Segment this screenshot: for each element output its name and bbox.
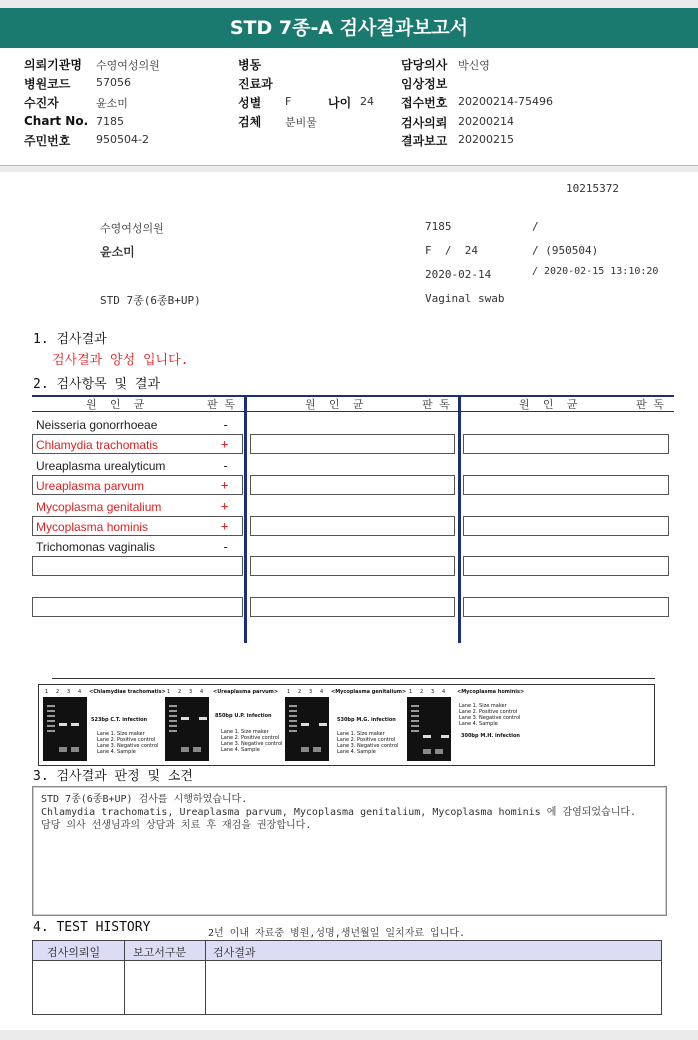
- gel-band-genitalium: 530bp M.G. infection: [337, 717, 396, 723]
- empty-box-c3-3: [463, 516, 669, 536]
- empty-box-c3-4: [463, 556, 669, 576]
- empty-box-c3-1: [463, 434, 669, 454]
- history-col-result: 검사결과: [213, 946, 256, 959]
- receipt-label: 접수번호: [401, 96, 448, 110]
- history-divider-1: [124, 941, 125, 1014]
- report-title: STD 7종-A 검사결과보고서: [0, 8, 698, 48]
- item-chlamydia-mark: +: [221, 437, 229, 451]
- gel-lane-4: 4: [78, 689, 82, 695]
- opinion-line-1: STD 7종(6종B+UP) 검사를 시행하였습니다.: [41, 794, 248, 805]
- section2-title: 2. 검사항목 및 결과: [33, 377, 161, 392]
- gel-photo-hominis-image: [407, 697, 451, 761]
- chart-value: 7185: [96, 115, 124, 128]
- report-value: 20200215: [458, 133, 514, 146]
- section4-note: 2년 이내 자료중 병원,성명,생년월일 일치자료 입니다.: [208, 928, 466, 939]
- gel-lane-4: 4: [200, 689, 204, 695]
- item-parvum-mark: +: [221, 478, 229, 492]
- opinion-line-3: 담당 의사 선생님과의 상담과 치료 후 재검을 권장합니다.: [41, 820, 312, 831]
- empty-box-c1-a: [32, 556, 243, 576]
- item-neisseria: Neisseria gonorrhoeae: [36, 418, 158, 432]
- sheet-slash: /: [532, 220, 539, 233]
- gel-legend-hominis: Lane 1. Size maker Lane 2. Positive control Lane 3. Negative control Lane 4. Sample: [459, 703, 521, 727]
- empty-box-c3-5: [463, 597, 669, 617]
- age-label: 나이: [328, 96, 352, 110]
- report-sheet: [0, 172, 698, 1030]
- column-divider-2: [458, 395, 461, 643]
- request-label: 검사의뢰: [401, 116, 448, 130]
- history-table: [32, 940, 662, 1015]
- code-label: 병원코드: [24, 77, 71, 91]
- column-divider-1: [244, 395, 247, 643]
- item-genitalium-mark: +: [221, 499, 229, 513]
- gel-legend-genitalium: Lane 1. Size maker Lane 2. Positive control Lane 3. Negative control Lane 4. Sample: [337, 731, 399, 755]
- gel-lane-1: 1: [167, 689, 171, 695]
- gel-title-genitalium: <Mycoplasma genitalium>: [331, 689, 407, 695]
- gel-lane-3: 3: [189, 689, 193, 695]
- chart-label: Chart No.: [24, 114, 89, 128]
- gel-lane-2: 2: [56, 689, 60, 695]
- gel-lane-3: 3: [67, 689, 71, 695]
- history-divider-2: [205, 941, 206, 1014]
- ward-label: 병동: [238, 58, 262, 72]
- history-col-report-type: 보고서구분: [133, 946, 187, 959]
- gel-legend-chlamydia: Lane 1. Size maker Lane 2. Positive control Lane 3. Negative control Lane 4. Sample: [97, 731, 159, 755]
- code-value: 57056: [96, 76, 131, 89]
- item-trichomonas-mark: -: [222, 540, 230, 554]
- gel-panel-hominis: [407, 689, 587, 763]
- specimen-label: 검체: [238, 115, 262, 129]
- empty-box-c2-5: [250, 597, 455, 617]
- sheet-request-date: 2020-02-14: [425, 268, 492, 281]
- gel-legend-parvum: Lane 1. Size maker Lane 2. Positive control Lane 3. Negative control Lane 4. Sample: [221, 729, 283, 753]
- sheet-chart: 7185: [425, 220, 452, 233]
- col-judge-3: 판 독: [636, 398, 664, 411]
- gel-band-hominis: 300bp M.H. infection: [461, 733, 520, 739]
- item-urealyticum-mark: -: [222, 459, 230, 473]
- sheet-hospital: 수영여성의원: [100, 222, 164, 235]
- gel-lane-2: 2: [420, 689, 424, 695]
- empty-box-c1-b: [32, 597, 243, 617]
- section1-result: 검사결과 양성 입니다.: [52, 353, 189, 368]
- sex-value: F: [285, 95, 292, 108]
- empty-box-c2-4: [250, 556, 455, 576]
- sex-label: 성별: [238, 96, 262, 110]
- sheet-report-datetime: / 2020-02-15 13:10:20: [532, 266, 659, 277]
- clinical-label: 임상정보: [401, 77, 448, 91]
- opinion-box: [32, 786, 667, 916]
- gel-photo-chlamydia-image: [43, 697, 87, 761]
- doctor-label: 담당의사: [401, 58, 448, 72]
- gel-lane-3: 3: [431, 689, 435, 695]
- patient-value: 윤소미: [96, 97, 128, 110]
- empty-box-c3-2: [463, 475, 669, 495]
- empty-box-c2-3: [250, 516, 455, 536]
- item-parvum: Ureaplasma parvum: [36, 479, 145, 493]
- item-hominis: Mycoplasma hominis: [36, 520, 149, 534]
- patient-info-panel: [0, 48, 698, 166]
- gel-band-parvum: 850bp U.P. infection: [215, 713, 272, 719]
- opinion-line-2: Chlamydia trachomatis, Ureaplasma parvum, Mycoplasma genitalium, Mycoplasma hominis 에 감염되었습니다.: [41, 807, 637, 818]
- hospital-label: 의뢰기관명: [24, 58, 82, 72]
- item-trichomonas: Trichomonas vaginalis: [36, 540, 155, 554]
- doctor-value: 박신영: [458, 59, 490, 72]
- section4-title: 4. TEST HISTORY: [33, 920, 151, 935]
- empty-box-c2-2: [250, 475, 455, 495]
- specimen-value: 분비물: [285, 116, 317, 129]
- hospital-value: 수영여성의원: [96, 59, 160, 72]
- rrn-value: 950504-2: [96, 133, 149, 146]
- history-col-request: 검사의뢰일: [47, 946, 101, 959]
- gel-photo-parvum-image: [165, 697, 209, 761]
- history-header-row: [33, 941, 661, 961]
- section3-title: 3. 검사결과 판정 및 소견: [33, 769, 193, 784]
- col-organism-2: 원 인 균: [305, 398, 364, 411]
- col-judge-1: 판 독: [207, 398, 235, 411]
- dept-label: 진료과: [238, 77, 273, 91]
- sheet-sex-age: F / 24: [425, 244, 478, 257]
- col-organism-3: 원 인 균: [519, 398, 578, 411]
- sheet-birth: / (950504): [532, 244, 599, 257]
- request-value: 20200214: [458, 115, 514, 128]
- sheet-patient: 윤소미: [100, 245, 135, 259]
- gel-lane-1: 1: [409, 689, 413, 695]
- age-value: 24: [360, 95, 374, 108]
- gel-separator: [52, 678, 655, 679]
- sheet-specimen: Vaginal swab: [425, 292, 505, 305]
- document-number: 10215372: [566, 182, 619, 195]
- gel-lane-3: 3: [309, 689, 313, 695]
- gel-image-strip: [38, 684, 655, 766]
- item-urealyticum: Ureaplasma urealyticum: [36, 459, 166, 473]
- gel-lane-2: 2: [178, 689, 182, 695]
- gel-lane-1: 1: [45, 689, 49, 695]
- item-neisseria-mark: -: [222, 418, 230, 432]
- patient-label: 수진자: [24, 96, 59, 110]
- gel-title-parvum: <Ureaplasma parvum>: [213, 689, 279, 695]
- section1-title: 1. 검사결과: [33, 332, 107, 347]
- gel-title-chlamydia: <Chlamydiae trachomatis>: [89, 689, 166, 695]
- receipt-value: 20200214-75496: [458, 95, 553, 108]
- sheet-test-name: STD 7종(6종B+UP): [100, 294, 201, 307]
- report-label: 결과보고: [401, 134, 448, 148]
- gel-photo-genitalium-image: [285, 697, 329, 761]
- gel-lane-1: 1: [287, 689, 291, 695]
- gel-lane-4: 4: [320, 689, 324, 695]
- gel-lane-2: 2: [298, 689, 302, 695]
- gel-title-hominis: <Mycoplasma hominis>: [457, 689, 525, 695]
- gel-band-chlamydia: 523bp C.T. infection: [91, 717, 148, 723]
- item-genitalium: Mycoplasma genitalium: [36, 500, 162, 514]
- col-organism-1: 원 인 균: [86, 398, 145, 411]
- col-judge-2: 판 독: [422, 398, 450, 411]
- item-hominis-mark: +: [221, 519, 229, 533]
- empty-box-c2-1: [250, 434, 455, 454]
- item-chlamydia: Chlamydia trachomatis: [36, 438, 159, 452]
- gel-lane-4: 4: [442, 689, 446, 695]
- rrn-label: 주민번호: [24, 134, 71, 148]
